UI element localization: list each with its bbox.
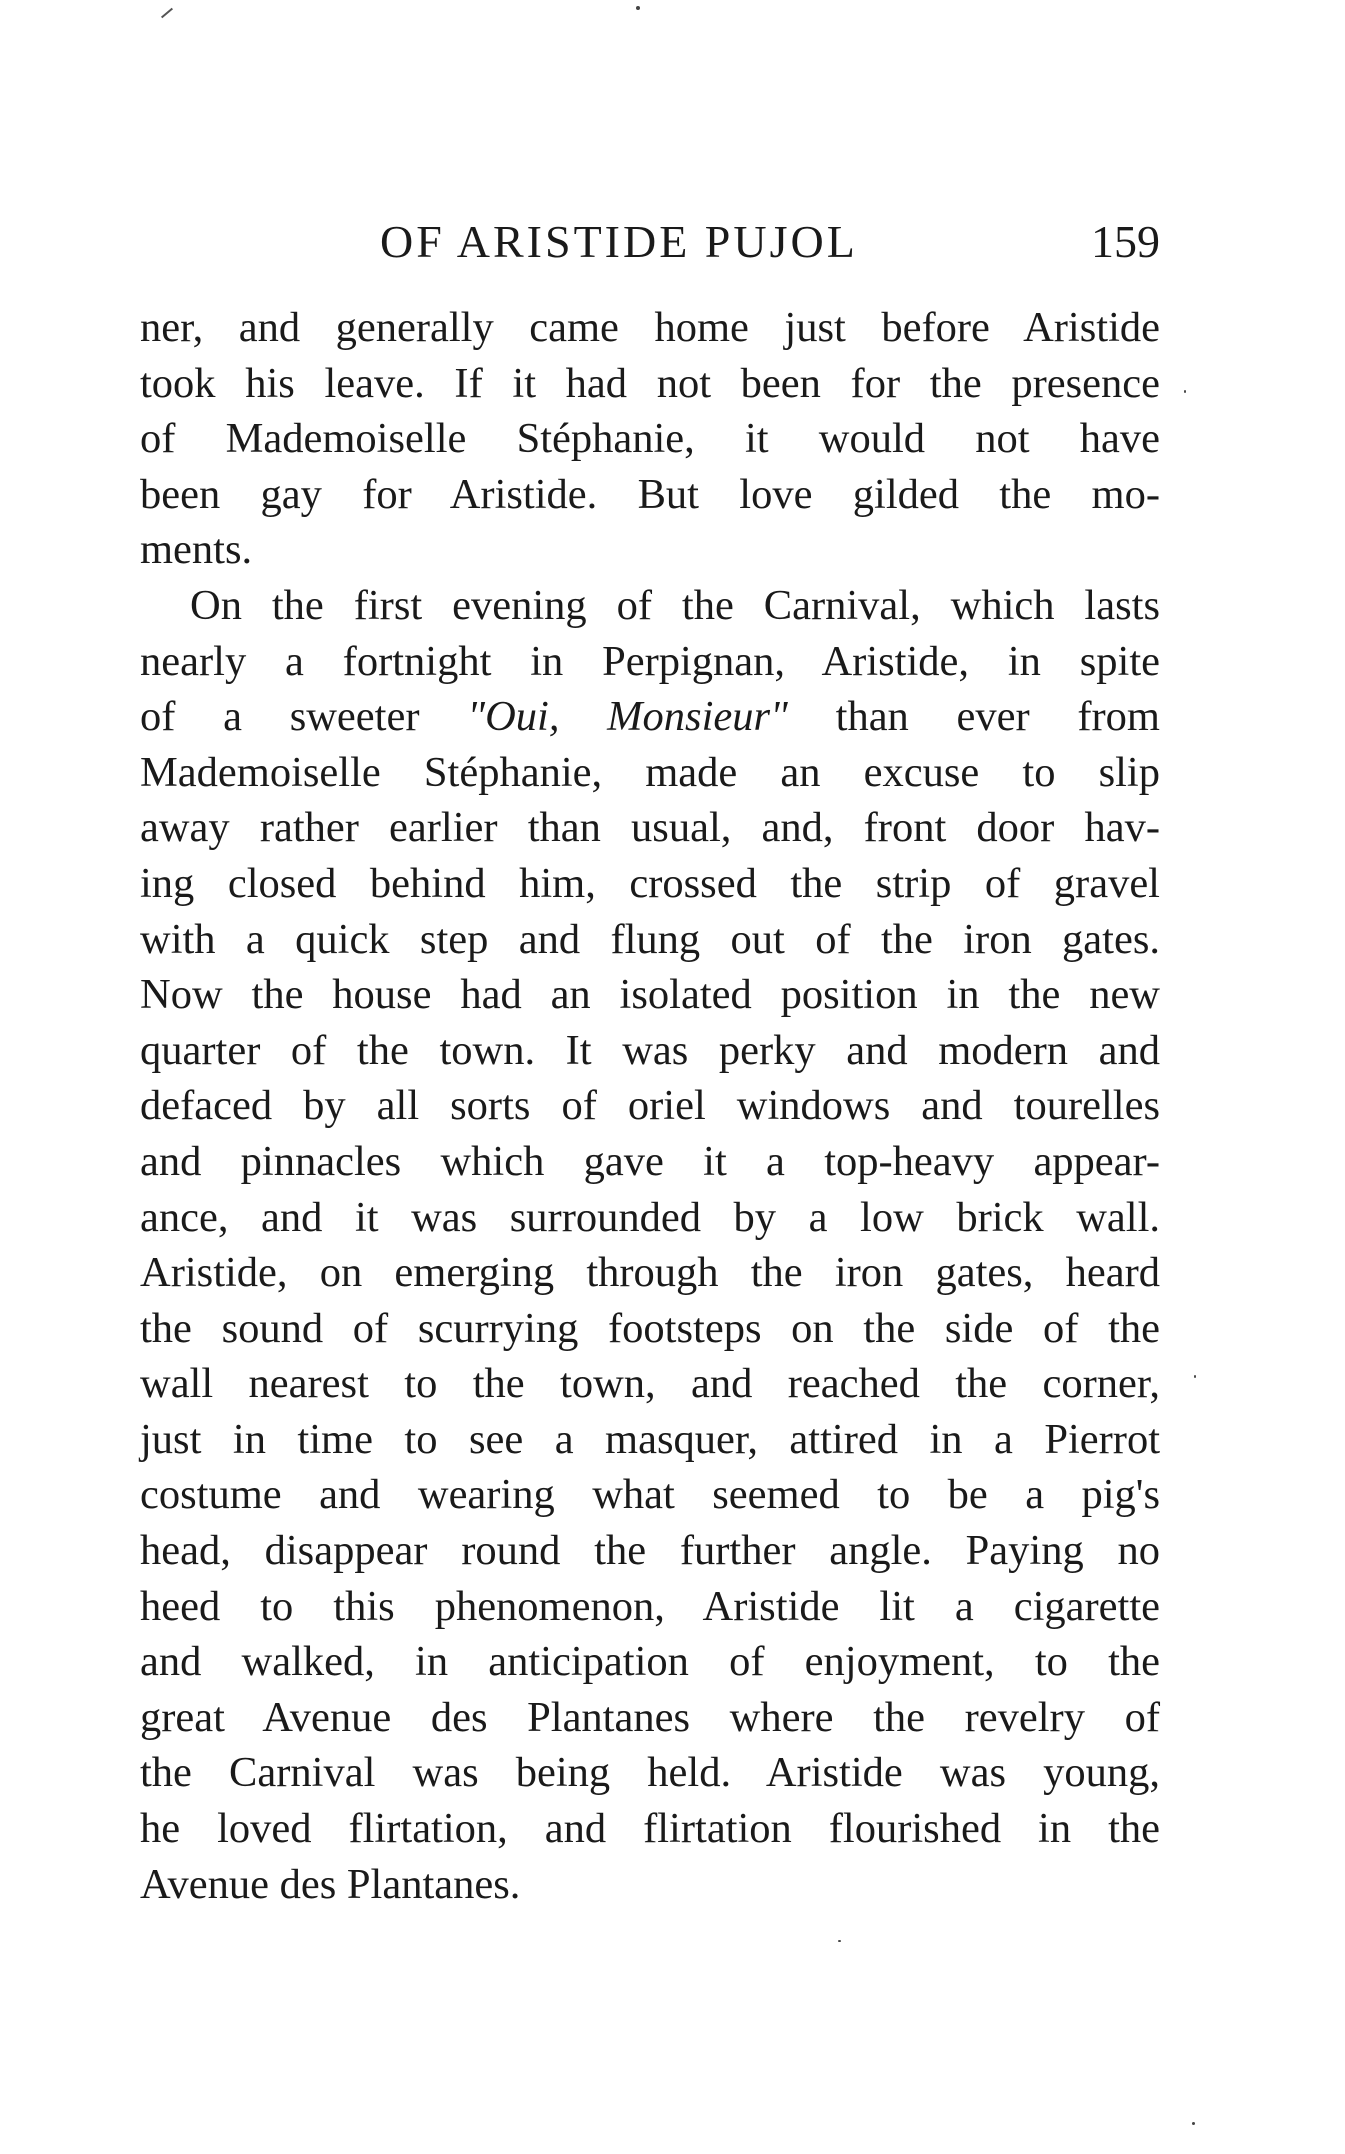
ink-speck	[1192, 2122, 1195, 2125]
text-line: Avenue des Plantanes.	[140, 1860, 521, 1908]
text-line: ance, and it was surrounded by a low brick wall.	[140, 1193, 1160, 1241]
ink-speck	[838, 1940, 841, 1942]
text-line: and pinnacles which gave it a top-heavy appear-	[140, 1137, 1160, 1185]
text-segment: than ever from	[787, 693, 1160, 741]
text-line: away rather earlier than usual, and, front door hav-	[140, 804, 1160, 852]
text-line: head, disappear round the further angle. Paying no	[140, 1527, 1160, 1575]
text-line: nearly a fortnight in Perpignan, Aristide, in spite	[140, 637, 1160, 685]
text-line: took his leave. If it had not been for the presence	[140, 359, 1160, 407]
page-header	[140, 212, 1160, 272]
ink-speck	[1194, 1375, 1196, 1378]
text-line: Now the house had an isolated position in the new	[140, 971, 1160, 1019]
text-line: the Carnival was being held. Aristide was young,	[140, 1749, 1160, 1797]
text-line: Aristide, on emerging through the iron gates, heard	[140, 1249, 1160, 1297]
ink-speck	[1184, 390, 1186, 393]
running-title: OF ARISTIDE PUJOL	[380, 216, 858, 267]
text-line: ner, and generally came home just before Aristide	[140, 304, 1160, 351]
italic-phrase: "Oui, Monsieur"	[467, 693, 788, 741]
ink-speck	[636, 6, 640, 10]
body-text	[140, 300, 1160, 1912]
text-line: On the first evening of the Carnival, which lasts	[190, 581, 1160, 629]
text-line: of Mademoiselle Stéphanie, it would not have	[140, 415, 1160, 463]
text-line: Mademoiselle Stéphanie, made an excuse to slip	[140, 748, 1160, 796]
text-line: with a quick step and flung out of the iron gates.	[140, 915, 1160, 963]
text-line: the sound of scurrying footsteps on the side of the	[140, 1304, 1160, 1352]
text-line: heed to this phenomenon, Aristide lit a cigarette	[140, 1582, 1160, 1630]
page-number: 159	[1091, 216, 1160, 267]
text-line: been gay for Aristide. But love gilded the mo-	[140, 470, 1160, 518]
ink-mark	[161, 8, 173, 19]
text-line: ments.	[140, 526, 253, 574]
text-line: ing closed behind him, crossed the strip of gravel	[140, 859, 1160, 907]
text-line: he loved flirtation, and flirtation flourished in the	[140, 1805, 1160, 1853]
text-segment: of a sweeter	[140, 693, 468, 741]
text-line: costume and wearing what seemed to be a pig's	[140, 1471, 1160, 1519]
text-line: wall nearest to the town, and reached the corner,	[140, 1360, 1160, 1408]
text-line: defaced by all sorts of oriel windows and tourelles	[140, 1082, 1160, 1130]
text-line: just in time to see a masquer, attired in a Pierrot	[140, 1415, 1160, 1463]
text-line: quarter of the town. It was perky and modern and	[140, 1026, 1160, 1074]
text-line-with-italic	[140, 689, 1160, 745]
text-line: great Avenue des Plantanes where the revelry of	[140, 1693, 1160, 1741]
text-line: and walked, in anticipation of enjoyment, to the	[140, 1638, 1160, 1686]
